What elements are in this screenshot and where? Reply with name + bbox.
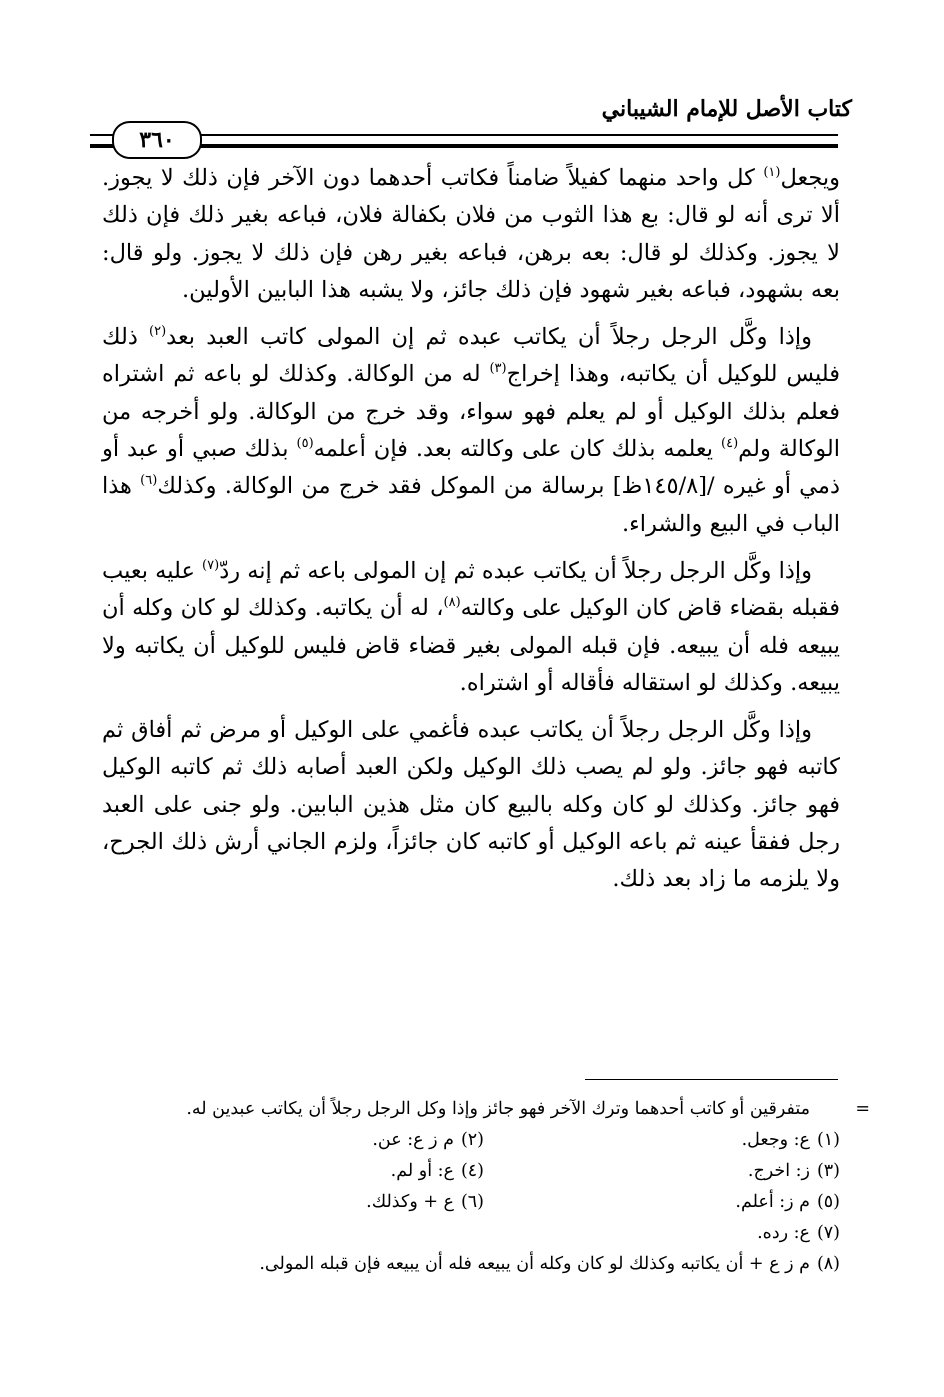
footnote-number: (٣) [816,1161,840,1181]
footnote-continuation [94,1094,870,1125]
text-run: بذلك صبي أو عبد أو ذمي أو غيره /[١٤٥/٨ظ] برسالة من الموكل فقد خرج من الوكالة. وكذلك [102,436,840,500]
footnote-marker[interactable]: (٥) [296,436,314,452]
footnote-number: (٤) [460,1161,484,1181]
footnote-text: ز: اخرج. [747,1161,810,1181]
text-run: يعلمه بذلك كان على وكالته بعد. فإن أعلمه [313,436,721,463]
footnote-number: (٦) [460,1192,484,1212]
footnote-marker[interactable]: (٢) [149,324,167,340]
text-run: هذا الباب في البيع والشراء. [102,473,840,537]
footnote-row [94,1187,840,1218]
text-run: له من الوكالة. وكذلك لو باعه ثم اشتراه فعلم بذلك الوكيل أو لم يعلم فهو سواء، وقد خرج من الوكالة. ولو أخرجه من الوكالة ولم [102,361,840,463]
paragraph [102,160,840,309]
running-title: كتاب الأصل للإمام الشيباني [601,96,852,122]
text-run: كل واحد منهما كفيلاً ضامناً فكاتب أحدهما دون الآخر فإن ذلك لا يجوز. ألا ترى أنه لو قال: بع هذا الثوب من فلان بكفالة فلان، فباعه بغير ذلك فإن ذلك لا يجوز. وكذلك لو قال: بعه برهن، فباعه بغير رهن فإن ذلك لا يجوز. ولو قال: بعه بشهود، فباعه بغير شهود فإن ذلك جائز، ولا يشبه هذا البابين الأولين. [102,165,840,303]
footnote-marker[interactable]: (٨) [443,595,461,611]
footnote-separator [585,1079,838,1080]
header-rule-bottom [90,144,838,148]
footnote-item [484,1218,840,1249]
paragraph [102,319,840,543]
paragraph [102,553,840,702]
footnote-row [94,1125,840,1156]
continuation-mark: = [855,1099,870,1119]
footnote-text: م ز: أعلم. [735,1192,810,1212]
text-run: وإذا وكَّل الرجل رجلاً أن يكاتب عبده ثم إن المولى باعه ثم إنه ردّ [219,557,813,584]
footnote-marker[interactable]: (٧) [202,557,220,573]
footnote-number: (٥) [816,1192,840,1212]
page-number: ٣٦٠ [112,121,202,159]
footnote-item [128,1125,484,1156]
footnote-number: (٧) [816,1223,840,1243]
paragraph [102,712,840,898]
text-run: وإذا وكَّل الرجل رجلاً أن يكاتب عبده فأغمي على الوكيل أو مرض ثم أفاق ثم كاتبه فهو جائز. ولو لم يصب ذلك الوكيل ولكن العبد أصابه ذلك ثم كاتبه الوكيل فهو جائز. وكذلك لو كان وكله بالبيع كان مثل هذين البابين. ولو جنى على العبد رجل ففقأ عينه ثم باعه الوكيل أو كاتبه كان جائزاً، ولزم الجاني أرش ذلك الجرح، ولا يلزمه ما زاد بعد ذلك. [102,717,840,893]
text-run: عليه بعيب فقبله بقضاء قاض كان الوكيل على وكالته [102,557,840,622]
footnote-text: ع: وجعل. [741,1130,810,1150]
text-run: ، له أن يكاتبه. وكذلك لو كان وكله أن يبيعه فله أن يبيعه. فإن قبله المولى بغير قضاء قاض فليس للوكيل أن يكاتبه ولا يبيعه. وكذلك لو استقاله فأقاله أو اشتراه. [102,595,840,696]
footnote-text: م ز ع + أن يكاتبه وكذلك لو كان وكله أن يبيعه فله أن يبيعه فإن قبله المولى. [259,1254,810,1274]
footnote-number: (٢) [460,1130,484,1150]
footnote-marker[interactable]: (٤) [721,436,739,452]
footnote-number: (٨) [816,1254,840,1274]
footnote-item [128,1187,484,1218]
text-run: ويجعل [780,165,840,191]
text-run: وإذا وكَّل الرجل رجلاً أن يكاتب عبده ثم إن المولى كاتب العبد بعد [166,324,812,351]
footnote-text: ع: رده. [757,1223,810,1243]
footnote-marker[interactable]: (١) [763,165,781,180]
footnote-item [484,1156,840,1187]
footnote-item [128,1156,484,1187]
footnote-list [94,1125,840,1280]
footnote-item [259,1249,840,1280]
footnote-text: م ز ع: عن. [372,1130,454,1150]
header-rule-top [90,134,838,136]
footnote-number: (١) [816,1130,840,1150]
text-run: ذلك فليس للوكيل أن يكاتبه، وهذا إخراج [102,324,840,388]
footnotes [94,1094,870,1280]
footnote-row [94,1156,840,1187]
footnote-marker[interactable]: (٦) [140,473,158,489]
footnote-text: ع + وكذلك. [366,1192,454,1212]
footnote-marker[interactable]: (٣) [489,361,507,377]
footnote-row [94,1218,840,1249]
footnote-item [484,1187,840,1218]
continuation-text: متفرقين أو كاتب أحدهما وترك الآخر فهو جائز وإذا وكل الرجل رجلاً أن يكاتب عبدين له. [186,1099,810,1119]
footnote-item [484,1125,840,1156]
main-text [102,160,840,909]
footnote-text: ع: أو لم. [390,1161,454,1181]
footnote-row [94,1249,840,1280]
